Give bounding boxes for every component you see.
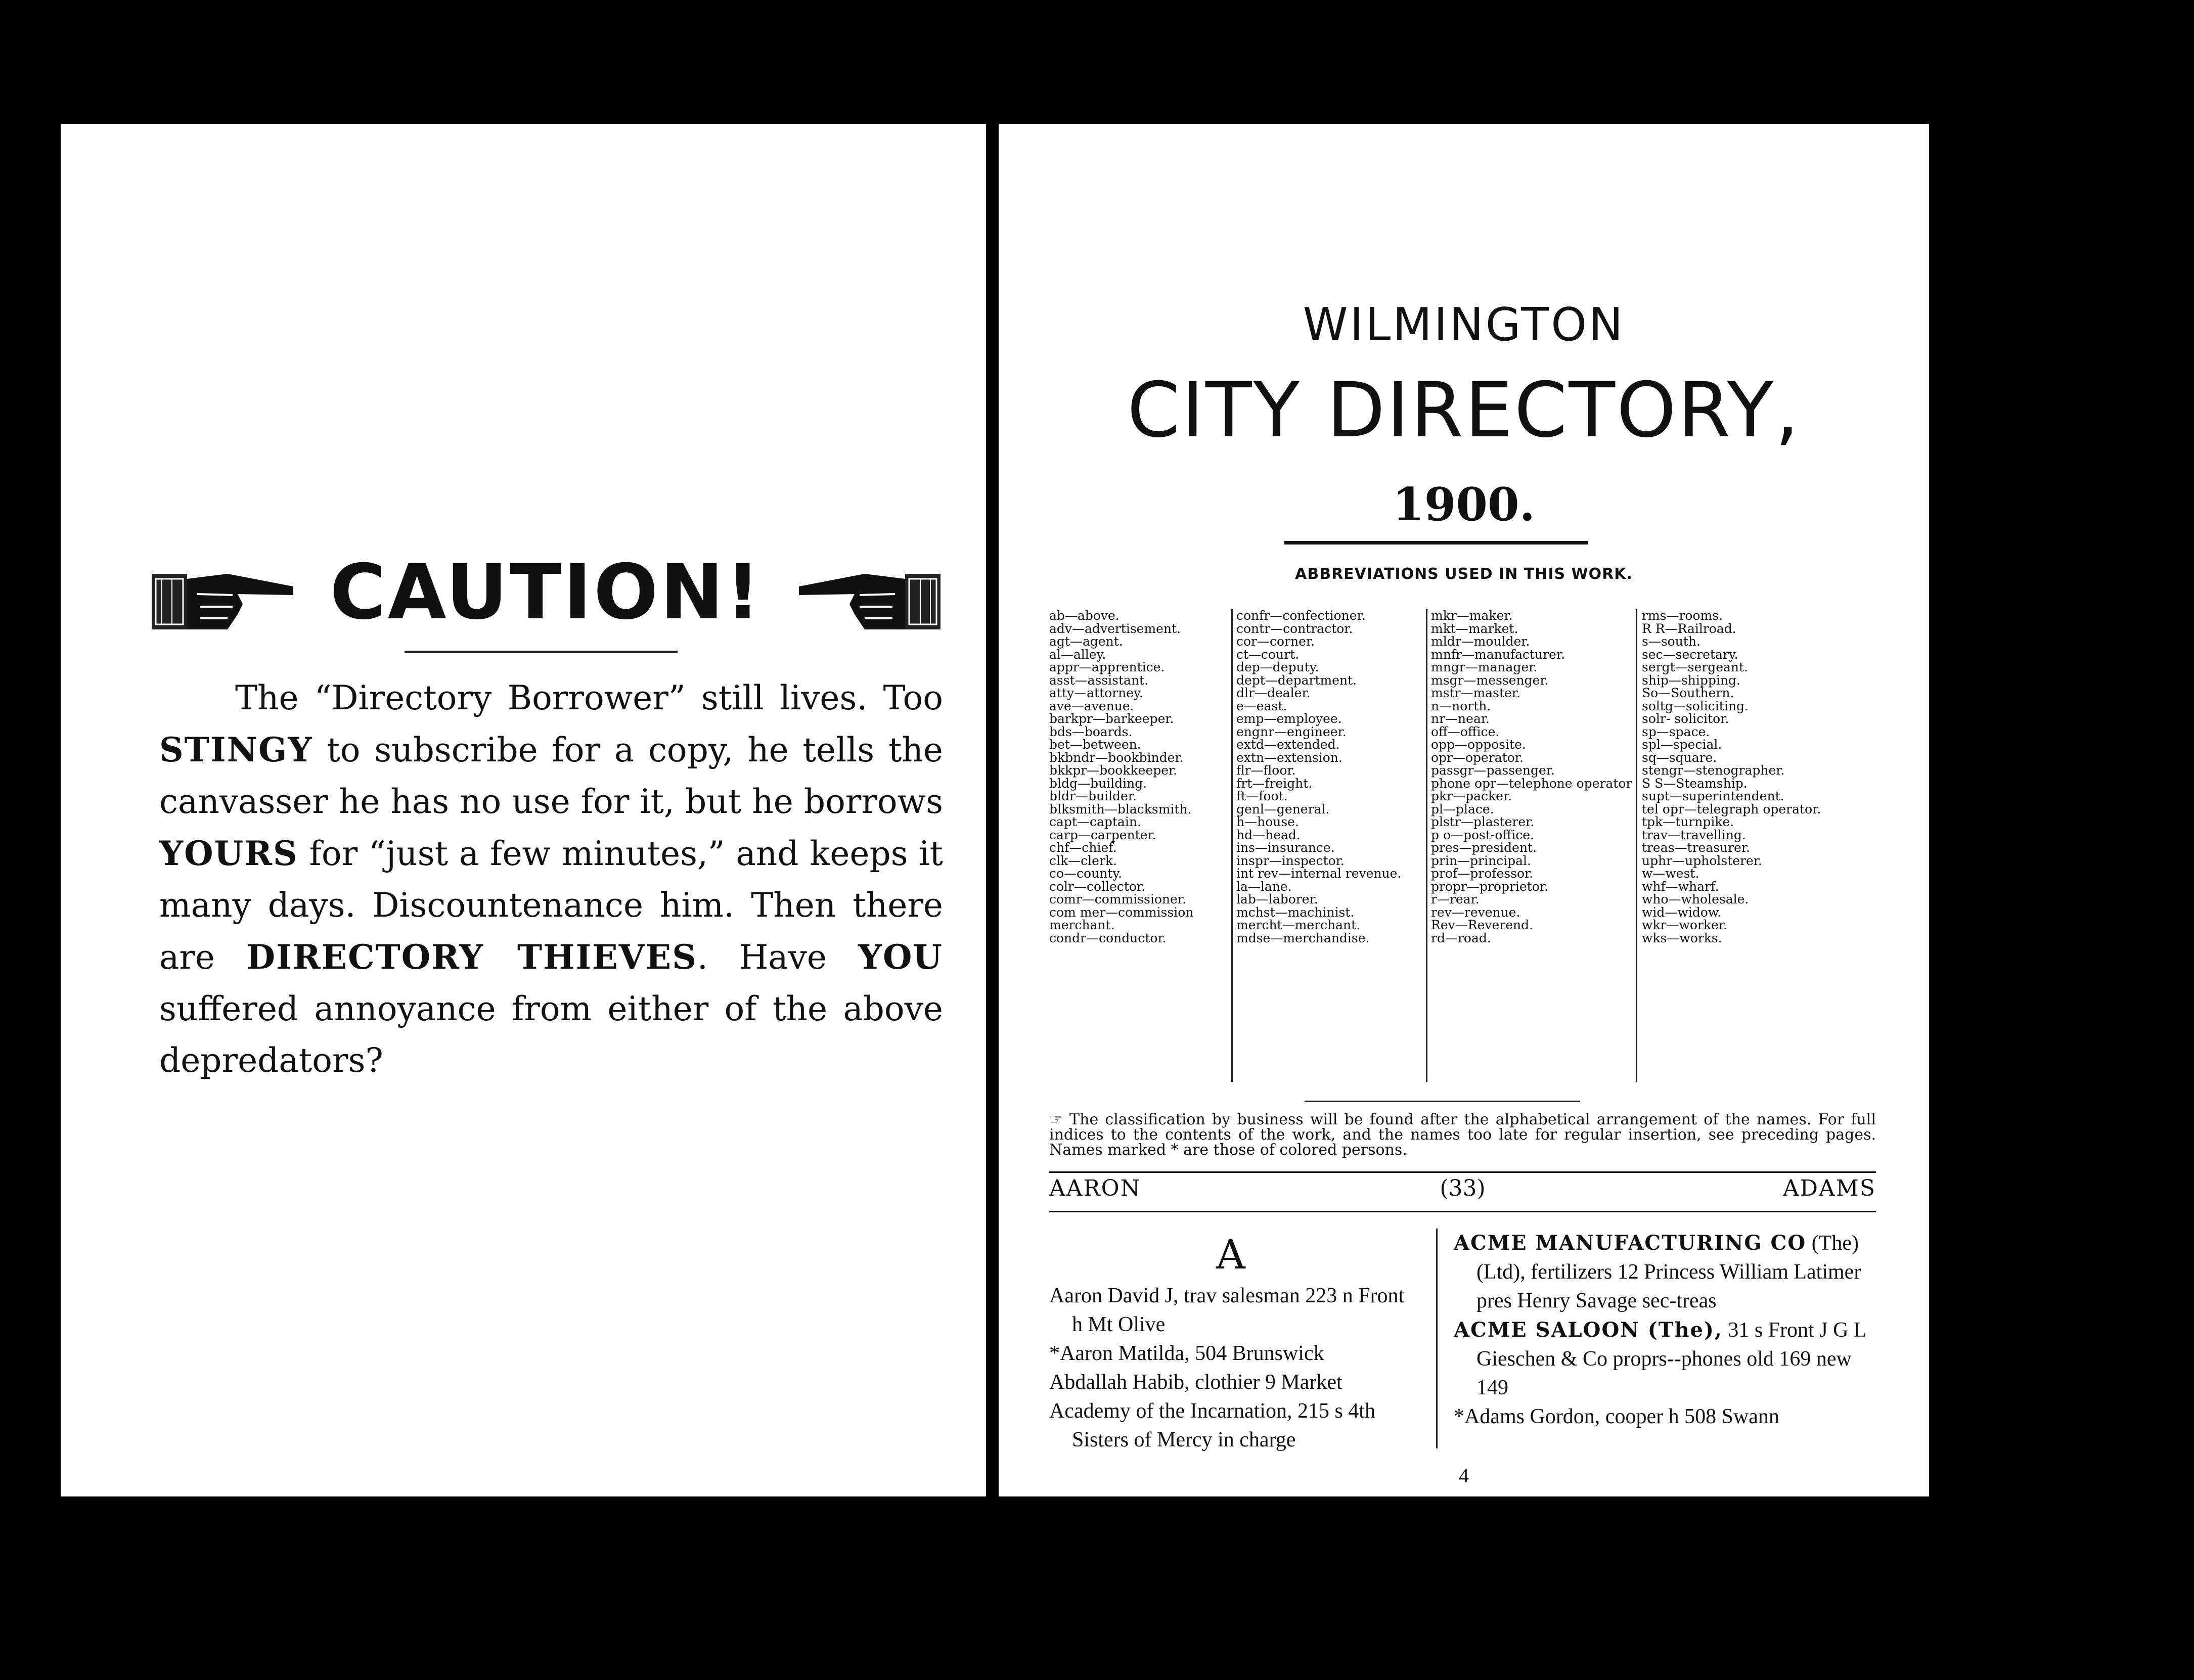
abbreviation-item: trav—travelling. bbox=[1642, 827, 1746, 842]
directory-entry: Aaron David J, trav salesman 223 n Front h Mt Olive bbox=[1049, 1284, 1405, 1336]
abbreviation-item: bldr—builder. bbox=[1049, 789, 1137, 803]
abbreviation-item: soltg—soliciting. bbox=[1642, 698, 1749, 713]
abbreviation-item: atty—attorney. bbox=[1049, 686, 1143, 700]
classification-note: ☞ The classification by business will be found after the alphabetical arrangement of the names. For full indices to the contents of the work, and the names too late for regular insertion, see preceding pages. Names marked * are those of colored persons. bbox=[1049, 1111, 1876, 1159]
entry-details: 31 s Front J G L Gieschen & Co proprs--phones old 169 new 149 bbox=[1476, 1319, 1866, 1399]
abbreviation-item: wid—widow. bbox=[1642, 904, 1722, 920]
abbreviation-item: cor—corner. bbox=[1236, 634, 1315, 649]
running-head bbox=[1049, 1175, 1876, 1206]
abbreviation-item: bet—between. bbox=[1049, 737, 1141, 752]
entry-details: (The) (Ltd), fertilizers 12 Princess William Latimer pres Henry Savage sec-treas bbox=[1476, 1232, 1861, 1312]
title-wilmington: WILMINGTON bbox=[1303, 298, 1625, 351]
abbreviation-item: pres—president. bbox=[1431, 840, 1537, 855]
pointing-hand-right-icon bbox=[152, 564, 298, 640]
title-city-directory: CITY DIRECTORY, bbox=[1127, 367, 1801, 455]
abbreviation-item: who—wholesale. bbox=[1642, 892, 1749, 906]
abbreviation-item: passgr—passenger. bbox=[1431, 763, 1555, 778]
abbreviations-column-1 bbox=[1049, 609, 1193, 944]
abbreviation-item: com mer—commission bbox=[1049, 904, 1194, 920]
abbreviation-item: frt—freight. bbox=[1236, 776, 1313, 791]
directory-entry bbox=[1454, 1229, 1876, 1315]
right-page bbox=[999, 124, 1929, 1496]
abbreviation-item: msgr—messenger. bbox=[1431, 672, 1549, 688]
abbreviation-item: genl—general. bbox=[1236, 801, 1330, 816]
abbreviation-item: condr—conductor. bbox=[1049, 930, 1167, 945]
header-rule-top bbox=[1049, 1171, 1876, 1173]
column-divider bbox=[1426, 609, 1427, 1082]
abbreviation-item: adv—advertisement. bbox=[1049, 621, 1181, 636]
caution-title: CAUTION! bbox=[330, 549, 763, 637]
abbreviation-item: clk—clerk. bbox=[1049, 853, 1117, 868]
header-rule-bottom bbox=[1049, 1211, 1876, 1212]
directory-entry: *Aaron Matilda, 504 Brunswick bbox=[1049, 1342, 1324, 1365]
abbreviations-divider bbox=[1305, 1101, 1580, 1102]
folio-number: 4 bbox=[1459, 1464, 1469, 1487]
abbreviation-item: tpk—turnpike. bbox=[1642, 814, 1734, 829]
abbreviation-item: pkr—packer. bbox=[1431, 789, 1512, 803]
abbreviation-item: s—south. bbox=[1642, 634, 1700, 649]
page-number: (33) bbox=[1440, 1175, 1486, 1201]
abbreviation-item: bldg—building. bbox=[1049, 776, 1147, 791]
abbreviation-item: sergt—sergeant. bbox=[1642, 660, 1748, 674]
abbreviation-item: mkr—maker. bbox=[1431, 608, 1513, 623]
abbreviation-item: la—lane. bbox=[1236, 879, 1292, 894]
column-divider bbox=[1636, 609, 1637, 1082]
left-page bbox=[61, 124, 986, 1496]
abbreviation-item: prin—principal. bbox=[1431, 853, 1531, 868]
abbreviation-item: carp—carpenter. bbox=[1049, 827, 1156, 842]
abbreviation-item: n—north. bbox=[1431, 698, 1491, 713]
directory-entry: Abdallah Habib, clothier 9 Market bbox=[1049, 1371, 1342, 1394]
running-head-right: ADAMS bbox=[1782, 1175, 1876, 1201]
abbreviation-item: prof—professor. bbox=[1431, 866, 1534, 881]
abbreviation-item: supt—superintendent. bbox=[1642, 789, 1784, 803]
abbreviation-item: wkr—worker. bbox=[1642, 918, 1727, 932]
abbreviation-item: mkt—market. bbox=[1431, 621, 1518, 636]
abbreviation-item: treas—treasurer. bbox=[1642, 840, 1751, 855]
abbreviation-item: wks—works. bbox=[1642, 930, 1722, 945]
abbreviation-item: contr—contractor. bbox=[1236, 621, 1353, 636]
abbreviation-item: nr—near. bbox=[1431, 711, 1490, 726]
abbreviation-item: opp—opposite. bbox=[1431, 737, 1526, 752]
abbreviation-item: bkbndr—bookbinder. bbox=[1049, 750, 1184, 765]
abbreviation-item: uphr—upholsterer. bbox=[1642, 853, 1762, 868]
abbreviation-item: mdse—merchandise. bbox=[1236, 930, 1370, 945]
abbreviations-heading: ABBREVIATIONS USED IN THIS WORK. bbox=[1295, 565, 1633, 583]
abbreviation-item: bkkpr—bookkeeper. bbox=[1049, 763, 1178, 778]
abbreviation-item: solr- solicitor. bbox=[1642, 711, 1729, 726]
abbreviation-item: S S—Steamship. bbox=[1642, 776, 1748, 791]
abbreviation-item: lab—laborer. bbox=[1236, 892, 1318, 906]
abbreviation-item: p o—post-office. bbox=[1431, 827, 1534, 842]
abbreviation-item: comr—commissioner. bbox=[1049, 892, 1186, 906]
abbreviation-item: inspr—inspector. bbox=[1236, 853, 1345, 868]
abbreviations-column-3 bbox=[1431, 609, 1632, 944]
abbreviation-item: dept—department. bbox=[1236, 672, 1357, 688]
abbreviation-item: rd—road. bbox=[1431, 930, 1491, 945]
caution-divider bbox=[405, 651, 678, 653]
abbreviation-item: rms—rooms. bbox=[1642, 608, 1723, 623]
title-divider bbox=[1284, 541, 1588, 544]
abbreviation-item: capt—captain. bbox=[1049, 814, 1141, 829]
abbreviation-item: spl—special. bbox=[1642, 737, 1722, 752]
entries-left-column bbox=[1049, 1282, 1413, 1455]
abbreviation-item: co—county. bbox=[1049, 866, 1123, 881]
directory-entry bbox=[1454, 1315, 1876, 1402]
abbreviation-item: extd—extended. bbox=[1236, 737, 1340, 752]
abbreviation-item: mercht—merchant. bbox=[1236, 918, 1361, 932]
business-name: ACME SALOON (The), bbox=[1454, 1318, 1723, 1342]
running-head-left: AARON bbox=[1049, 1175, 1141, 1201]
abbreviation-item: R R—Railroad. bbox=[1642, 621, 1736, 636]
abbreviation-item: Rev—Reverend. bbox=[1431, 918, 1534, 932]
abbreviation-item: ship—shipping. bbox=[1642, 672, 1740, 688]
abbreviation-item: agt—agent. bbox=[1049, 634, 1123, 649]
abbreviation-item: rev—revenue. bbox=[1431, 904, 1520, 920]
entries-column-divider bbox=[1436, 1229, 1438, 1448]
abbreviation-item: barkpr—barkeeper. bbox=[1049, 711, 1174, 726]
abbreviation-item: hd—head. bbox=[1236, 827, 1301, 842]
abbreviation-item: colr—collector. bbox=[1049, 879, 1146, 894]
you-emphasis: YOU bbox=[858, 937, 943, 977]
abbreviations-column-2 bbox=[1236, 609, 1401, 944]
abbreviation-item: bds—boards. bbox=[1049, 724, 1133, 739]
abbreviation-item: int rev—internal revenue. bbox=[1236, 866, 1402, 881]
caution-header bbox=[152, 549, 941, 650]
abbreviation-item: dlr—dealer. bbox=[1236, 686, 1311, 700]
abbreviation-item: al—alley. bbox=[1049, 647, 1106, 662]
abbreviation-item: So—Southern. bbox=[1642, 686, 1734, 700]
business-name: ACME MANUFACTURING CO bbox=[1454, 1231, 1807, 1255]
directory-thieves-emphasis: DIRECTORY THIEVES bbox=[246, 937, 697, 977]
abbreviation-item: extn—extension. bbox=[1236, 750, 1342, 765]
abbreviation-item: asst—assistant. bbox=[1049, 672, 1149, 688]
directory-entry bbox=[1454, 1402, 1876, 1431]
abbreviation-item: plstr—plasterer. bbox=[1431, 814, 1535, 829]
abbreviations-column-4 bbox=[1642, 609, 1821, 944]
abbreviation-item: w—west. bbox=[1642, 866, 1699, 881]
abbreviation-item: appr—apprentice. bbox=[1049, 660, 1165, 674]
abbreviation-item: engnr—engineer. bbox=[1236, 724, 1347, 739]
entries-right-column bbox=[1454, 1229, 1876, 1431]
abbreviation-item: ave—avenue. bbox=[1049, 698, 1134, 713]
abbreviation-item: confr—confectioner. bbox=[1236, 608, 1366, 623]
yours-emphasis: YOURS bbox=[159, 834, 298, 873]
caution-paragraph: The “Directory Borrower” still lives. Too STINGY to subscribe for a copy, he tells the canvasser he has no use for it, but he borrows YOURS for “just a few minutes,” and keeps it many days. Discountenance him. Then there are DIRECTORY THIEVES. Have YOU suffered annoyance from either of the above depredators? bbox=[159, 678, 943, 1080]
abbreviation-item: sp—space. bbox=[1642, 724, 1710, 739]
abbreviation-item: dep—deputy. bbox=[1236, 660, 1319, 674]
abbreviation-item: tel opr—telegraph operator. bbox=[1642, 801, 1821, 816]
abbreviation-item: blksmith—blacksmith. bbox=[1049, 801, 1192, 816]
abbreviation-item: mnfr—manufacturer. bbox=[1431, 647, 1565, 662]
directory-entry: Academy of the Incarnation, 215 s 4th Sisters of Mercy in charge bbox=[1049, 1399, 1375, 1451]
section-letter: A bbox=[1216, 1231, 1245, 1278]
abbreviation-item: r—rear. bbox=[1431, 892, 1480, 906]
abbreviation-item: ins—insurance. bbox=[1236, 840, 1335, 855]
abbreviation-item: opr—operator. bbox=[1431, 750, 1524, 765]
abbreviation-item: mngr—manager. bbox=[1431, 660, 1538, 674]
book-spine bbox=[986, 124, 999, 1496]
title-year: 1900. bbox=[1393, 478, 1535, 531]
abbreviation-item: mstr—master. bbox=[1431, 686, 1520, 700]
abbreviation-item: ct—court. bbox=[1236, 647, 1300, 662]
stingy-emphasis: STINGY bbox=[159, 730, 313, 769]
abbreviation-item: propr—proprietor. bbox=[1431, 879, 1548, 894]
abbreviation-item: flr—floor. bbox=[1236, 763, 1296, 778]
abbreviation-item: mchst—machinist. bbox=[1236, 904, 1355, 920]
abbreviation-item: stengr—stenographer. bbox=[1642, 763, 1785, 778]
abbreviation-item: ab—above. bbox=[1049, 608, 1120, 623]
abbreviation-item: sec—secretary. bbox=[1642, 647, 1738, 662]
abbreviation-item: off—office. bbox=[1431, 724, 1500, 739]
abbreviation-item: sq—square. bbox=[1642, 750, 1717, 765]
abbreviation-item: whf—wharf. bbox=[1642, 879, 1719, 894]
column-divider bbox=[1231, 609, 1233, 1082]
abbreviation-item: e—east. bbox=[1236, 698, 1287, 713]
pointing-hand-left-icon bbox=[794, 564, 941, 640]
abbreviation-item: chf—chief. bbox=[1049, 840, 1117, 855]
abbreviation-item: emp—employee. bbox=[1236, 711, 1342, 726]
abbreviation-item: merchant. bbox=[1049, 918, 1115, 932]
abbreviation-item: phone opr—telephone operator bbox=[1431, 776, 1632, 791]
abbreviation-item: mldr—moulder. bbox=[1431, 634, 1530, 649]
entry-details: *Adams Gordon, cooper h 508 Swann bbox=[1454, 1405, 1779, 1428]
abbreviation-item: pl—place. bbox=[1431, 801, 1494, 816]
abbreviation-item: h—house. bbox=[1236, 814, 1299, 829]
abbreviation-item: ft—foot. bbox=[1236, 789, 1288, 803]
